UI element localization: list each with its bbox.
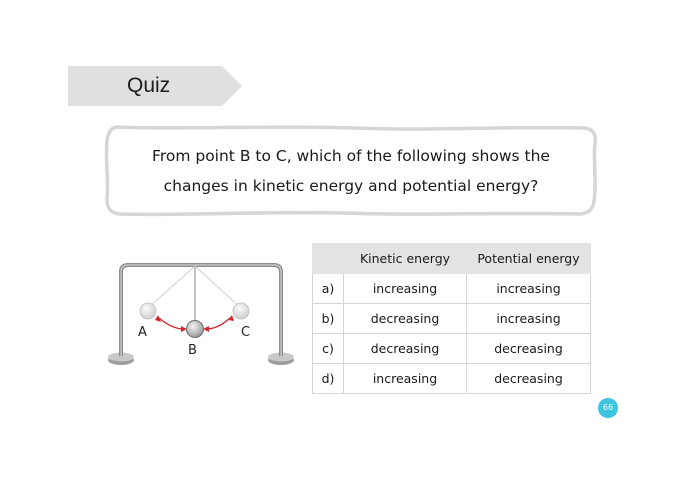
- question-line-1: From point B to C, which of the following shows the: [152, 147, 550, 165]
- kinetic-cell: decreasing: [344, 334, 467, 364]
- table-row[interactable]: [313, 274, 591, 304]
- table-header-row: [313, 244, 591, 274]
- header-potential-energy: Potential energy: [467, 244, 591, 274]
- potential-cell: increasing: [467, 274, 591, 304]
- option-label: c): [313, 334, 344, 364]
- header-option: [313, 244, 344, 274]
- table-row[interactable]: [313, 364, 591, 394]
- quiz-tab: [68, 66, 242, 106]
- question-text: [114, 141, 588, 201]
- page-number-badge: 66: [598, 398, 618, 418]
- kinetic-cell: decreasing: [344, 304, 467, 334]
- option-label: b): [313, 304, 344, 334]
- question-line-2: changes in kinetic energy and potential energy?: [163, 177, 539, 195]
- pendulum-figure: [104, 256, 300, 372]
- table-row[interactable]: [313, 304, 591, 334]
- pendulum-illustration: [104, 256, 300, 372]
- kinetic-cell: increasing: [344, 274, 467, 304]
- table-row[interactable]: [313, 334, 591, 364]
- question-box: [104, 125, 598, 217]
- answer-table: [312, 243, 591, 394]
- point-c-label: C: [241, 325, 251, 340]
- point-b-label: B: [188, 343, 197, 358]
- point-a-label: A: [138, 325, 147, 340]
- kinetic-cell: increasing: [344, 364, 467, 394]
- option-label: d): [313, 364, 344, 394]
- potential-cell: decreasing: [467, 334, 591, 364]
- header-kinetic-energy: Kinetic energy: [344, 244, 467, 274]
- option-label: a): [313, 274, 344, 304]
- potential-cell: decreasing: [467, 364, 591, 394]
- quiz-tab-label: Quiz: [127, 74, 171, 97]
- potential-cell: increasing: [467, 304, 591, 334]
